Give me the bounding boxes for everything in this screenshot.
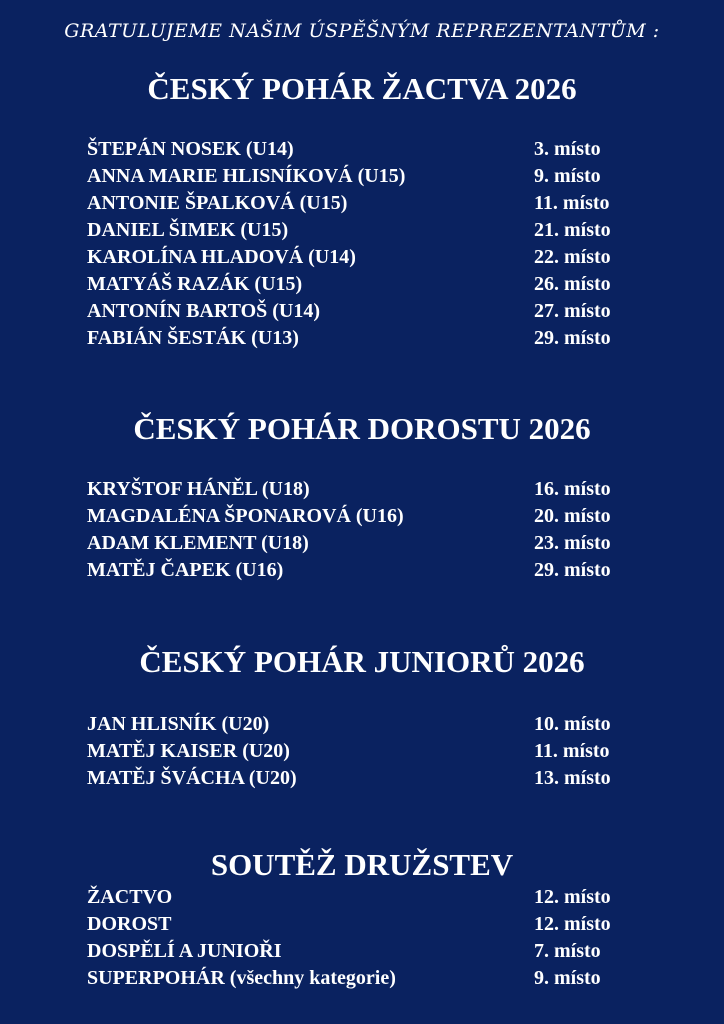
result-row <box>87 530 647 557</box>
placement: 20. místo <box>534 505 611 527</box>
result-row <box>87 503 647 530</box>
athlete-name: KAROLÍNA HLADOVÁ (U14) <box>87 246 356 268</box>
placement: 23. místo <box>534 532 611 554</box>
placement: 10. místo <box>534 713 611 735</box>
placement: 11. místo <box>534 192 610 214</box>
athlete-name: MATĚJ ČAPEK (U16) <box>87 559 284 581</box>
section-title-juniori: ČESKÝ POHÁR JUNIORŮ 2026 <box>139 644 585 679</box>
result-row <box>87 298 647 325</box>
placement: 7. místo <box>534 940 601 962</box>
result-row <box>87 271 647 298</box>
athlete-name: MATYÁŠ RAZÁK (U15) <box>87 273 303 295</box>
results-list-dorost <box>87 476 647 584</box>
results-list-druzstva <box>87 884 647 992</box>
section-title-druzstva: SOUTĚŽ DRUŽSTEV <box>210 847 514 882</box>
placement: 12. místo <box>534 886 611 908</box>
athlete-name: ADAM KLEMENT (U18) <box>87 532 309 554</box>
result-row <box>87 711 647 738</box>
result-row <box>87 911 647 938</box>
athlete-name: ŠTEPÁN NOSEK (U14) <box>87 138 294 160</box>
placement: 13. místo <box>534 767 611 789</box>
placement: 12. místo <box>534 913 611 935</box>
placement: 9. místo <box>534 165 601 187</box>
placement: 29. místo <box>534 327 611 349</box>
athlete-name: ANNA MARIE HLISNÍKOVÁ (U15) <box>87 165 406 187</box>
congratulations-banner: GRATULUJEME NAŠIM ÚSPĚŠNÝM REPREZENTANTŮM : <box>64 20 660 42</box>
athlete-name: KRYŠTOF HÁNĚL (U18) <box>87 478 310 500</box>
result-row <box>87 476 647 503</box>
result-row <box>87 557 647 584</box>
result-row <box>87 325 647 352</box>
result-row <box>87 765 647 792</box>
team-category: ŽACTVO <box>87 886 173 908</box>
athlete-name: ANTONÍN BARTOŠ (U14) <box>87 300 321 322</box>
athlete-name: MAGDALÉNA ŠPONAROVÁ (U16) <box>87 505 404 527</box>
result-row <box>87 163 647 190</box>
placement: 21. místo <box>534 219 611 241</box>
athlete-name: DANIEL ŠIMEK (U15) <box>87 219 289 241</box>
placement: 3. místo <box>534 138 601 160</box>
placement: 22. místo <box>534 246 611 268</box>
section-title-dorost: ČESKÝ POHÁR DOROSTU 2026 <box>133 411 591 446</box>
result-row <box>87 136 647 163</box>
athlete-name: MATĚJ ŠVÁCHA (U20) <box>87 767 297 789</box>
result-row <box>87 244 647 271</box>
athlete-name: JAN HLISNÍK (U20) <box>87 713 270 735</box>
placement: 9. místo <box>534 967 601 989</box>
placement: 16. místo <box>534 478 611 500</box>
results-list-zactvo <box>87 136 647 352</box>
athlete-name: ANTONIE ŠPALKOVÁ (U15) <box>87 192 348 214</box>
placement: 11. místo <box>534 740 610 762</box>
result-row <box>87 217 647 244</box>
result-row <box>87 190 647 217</box>
team-category: DOSPĚLÍ A JUNIOŘI <box>87 940 282 962</box>
team-category: SUPERPOHÁR (všechny kategorie) <box>87 967 396 989</box>
section-title-zactvo: ČESKÝ POHÁR ŽACTVA 2026 <box>147 71 577 106</box>
result-row <box>87 738 647 765</box>
placement: 29. místo <box>534 559 611 581</box>
placement: 26. místo <box>534 273 611 295</box>
result-row <box>87 965 647 992</box>
athlete-name: FABIÁN ŠESTÁK (U13) <box>87 327 299 349</box>
team-category: DOROST <box>87 913 172 935</box>
results-list-juniori <box>87 711 647 792</box>
athlete-name: MATĚJ KAISER (U20) <box>87 740 290 762</box>
placement: 27. místo <box>534 300 611 322</box>
result-row <box>87 884 647 911</box>
result-row <box>87 938 647 965</box>
